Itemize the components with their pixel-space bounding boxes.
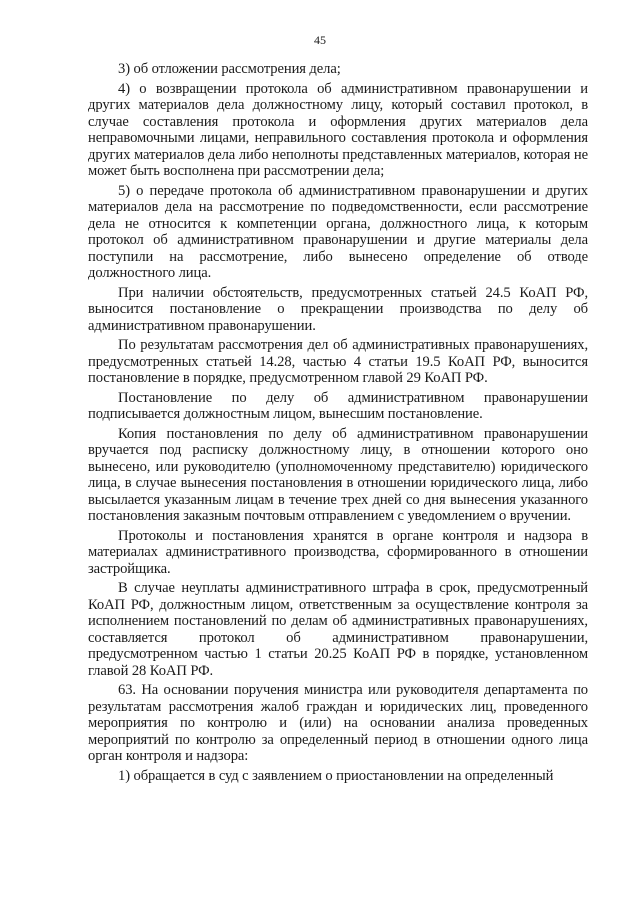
paragraph-nonpayment: В случае неуплаты административного штрафа в срок, предусмотренный КоАП РФ, должностным лицом, ответственным за осуществление контроля за исполнением постановлений по делам об административных правонарушениях, составляется протокол об административном правонарушении, предусмотренном частью 1 статьи 20.25 КоАП РФ в порядке, установленном главой 28 КоАП РФ. [88,580,588,679]
page-number: 45 [314,33,326,47]
paragraph-item-4: 4) о возвращении протокола об административном правонарушении и других материалов дела должностному лицу, который составил протокол, в случае составления протокола и оформления других материалов дела неправомочными лицами, неправильного составления протокола и оформления других материалов дела либо неполноты представленных материалов, которая не может быть восполнена при рассмотрении дела; [88,80,588,179]
paragraph-63: 63. На основании поручения министра или руководителя департамента по результатам рассмотрения жалоб граждан и юридических лиц, проведенного мероприятия по контролю и (или) на основании анализа проведенных мероприятий по контролю за определенный период в отношении одного лица орган контроля и надзора: [88,682,588,764]
paragraph-item-5: 5) о передаче протокола об административном правонарушении и других материалов дела на рассмотрение по подведомственности, если рассмотрение дела не относится к компетенции органа, должностного лица, к которым протокол об административном правонарушении и другие материалы дела поступили на рассмотрение, либо вынесено определение об отводе должностного лица. [88,182,588,281]
document-body [88,61,588,787]
paragraph-signature: Постановление по делу об административном правонарушении подписывается должностным лицом, вынесшим постановление. [88,389,588,422]
paragraph-63-item-1: 1) обращается в суд с заявлением о приостановлении на определенный [118,767,554,784]
paragraph-item-3: 3) об отложении рассмотрения дела; [118,61,341,77]
paragraph-storage: Протоколы и постановления хранятся в органе контроля и надзора в материалах административного производства, сформированного в отношении застройщика. [88,527,588,577]
paragraph-results: По результатам рассмотрения дел об административных правонарушениях, предусмотренных статьей 14.28, частью 4 статьи 19.5 КоАП РФ, выносится постановление в порядке, предусмотренном главой 29 КоАП РФ. [88,337,588,386]
paragraph-copy-delivery: Копия постановления по делу об административном правонарушении вручается под расписку должностному лицу, в отношении которого оно вынесено, или руководителю (уполномоченному представителю) юридического лица, в случае вынесения постановления в отношении юридического лица, либо высылается указанным лицам в течение трех дней со дня вынесения указанного постановления заказным почтовым отправлением с уведомлением о вручении. [88,425,588,524]
paragraph-termination: При наличии обстоятельств, предусмотренных статьей 24.5 КоАП РФ, выносится постановление о прекращении производства по делу об административном правонарушении. [88,284,588,334]
